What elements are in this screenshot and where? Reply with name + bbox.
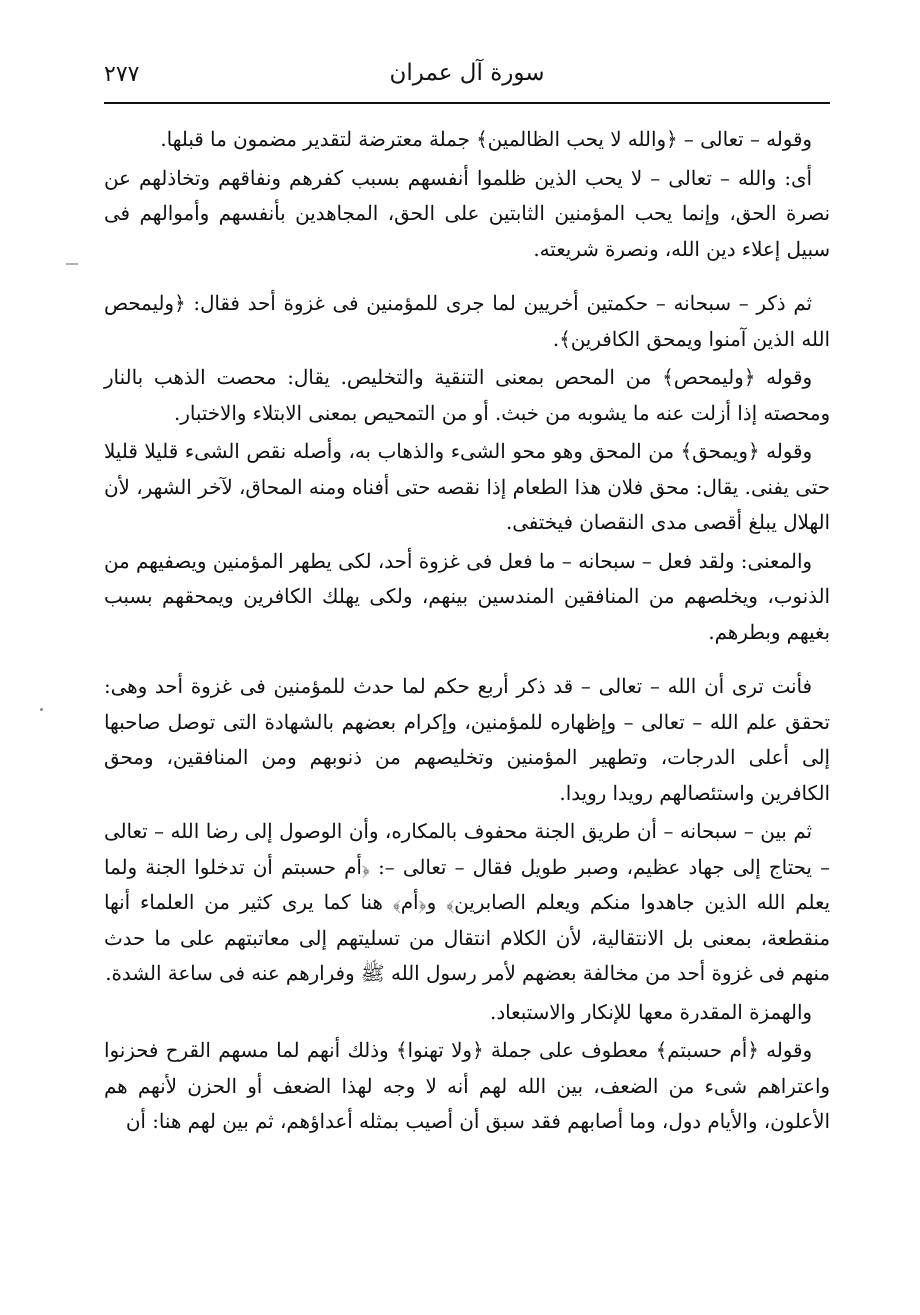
page-number: ٢٧٧ [104, 62, 140, 87]
paragraph: وقوله ﴿ويمحق﴾ من المحق وهو محو الشىء والذهاب به، وأصله نقص الشىء قليلا قليلا حتى يفنى. يقال: محق فلان هذا الطعام إذا نقصه حتى أفناه ومنه المحاق، لآخر الشهر، لأن الهلال يبلغ أقصى مدى النقصان فيختفى. [104, 440, 830, 534]
paragraph: والمعنى: ولقد فعل – سبحانه – ما فعل فى غزوة أحد، لكى يطهر المؤمنين ويصفيهم من الذنوب، ويخلصهم من المنافقين المندسين بينهم، ولكى يهلك الكافرين ويمحقهم بسبب بغيهم وبطرهم. [104, 549, 830, 644]
paragraph: وقوله ﴿وليمحص﴾ من المحص بمعنى التنقية والتخليص. يقال: محصت الذهب بالنار ومحصته إذا أزلت عنه ما يشوبه من خبث. أو من التمحيص بمعنى الابتلاء والاختبار. [104, 366, 830, 425]
paragraph: أى: والله – تعالى – لا يحب الذين ظلموا أنفسهم بسبب كفرهم ونفاقهم وتخاذلهم عن نصرة الحق، وإنما يحب المؤمنين الثابتين على الحق، المجاهدين بأنفسهم وأموالهم فى سبيل إعلاء دين الله، ونصرة شريعته. [104, 166, 830, 261]
paragraph: وقوله – تعالى – ﴿والله لا يحب الظالمين﴾ جملة معترضة لتقدير مضمون ما قبلها. [160, 128, 812, 151]
page-header [104, 50, 830, 104]
page-body [104, 122, 830, 1143]
paragraph: ثم ذكر – سبحانه – حكمتين أخريين لما جرى للمؤمنين فى غزوة أحد فقال: ﴿وليمحص الله الذين آمنوا ويمحق الكافرين﴾. [104, 292, 830, 351]
scan-mark [66, 263, 78, 265]
paragraph: وقوله ﴿أم حسبتم﴾ معطوف على جملة ﴿ولا تهنوا﴾ وذلك أنهم لما مسهم القرح فحزنوا واعتراهم شىء من الضعف، بين الله لهم أنه لا وجه لهذا الضعف أو الحزن لأنهم هم الأعلون، والأيام دول، وما أصابهم فقد سبق أن أصيب بمثله أعداؤهم، ثم بين لهم هنا: أن [104, 1039, 830, 1133]
scan-dot [40, 708, 43, 711]
paragraph: فأنت ترى أن الله – تعالى – قد ذكر أربع حكم لما حدث للمؤمنين فى غزوة أحد وهى: تحقق علم الله – تعالى – وإظهاره للمؤمنين، وإكرام بعضهم بالشهادة التى توصل صاحبها إلى أعلى الدرجات، وتطهير المؤمنين وتخليصهم من ذنوبهم ومن المنافقين، ومحق الكافرين واستئصالهم رويدا رويدا. [104, 675, 830, 805]
paragraph: ثم بين – سبحانه – أن طريق الجنة محفوف بالمكاره، وأن الوصول إلى رضا الله – تعالى – يحتاج إلى جهاد عظيم، وصبر طويل فقال – تعالى –: ﴿أم حسبتم أن تدخلوا الجنة ولما يعلم الله الذين جاهدوا منكم ويعلم الصابرين﴾ و﴿أم﴾ هنا كما يرى كثير من العلماء أنها منقطعة، بمعنى بل الانتقالية، لأن الكلام انتقال من تسليتهم إلى معاتبتهم على ما حدث منهم فى غزوة أحد من مخالفة بعضهم لأمر رسول الله ﷺ وفرارهم عنه فى ساعة الشدة. [104, 820, 830, 985]
surah-title: سورة آل عمران [389, 60, 545, 86]
paragraph: والهمزة المقدرة معها للإنكار والاستبعاد. [490, 1000, 812, 1024]
